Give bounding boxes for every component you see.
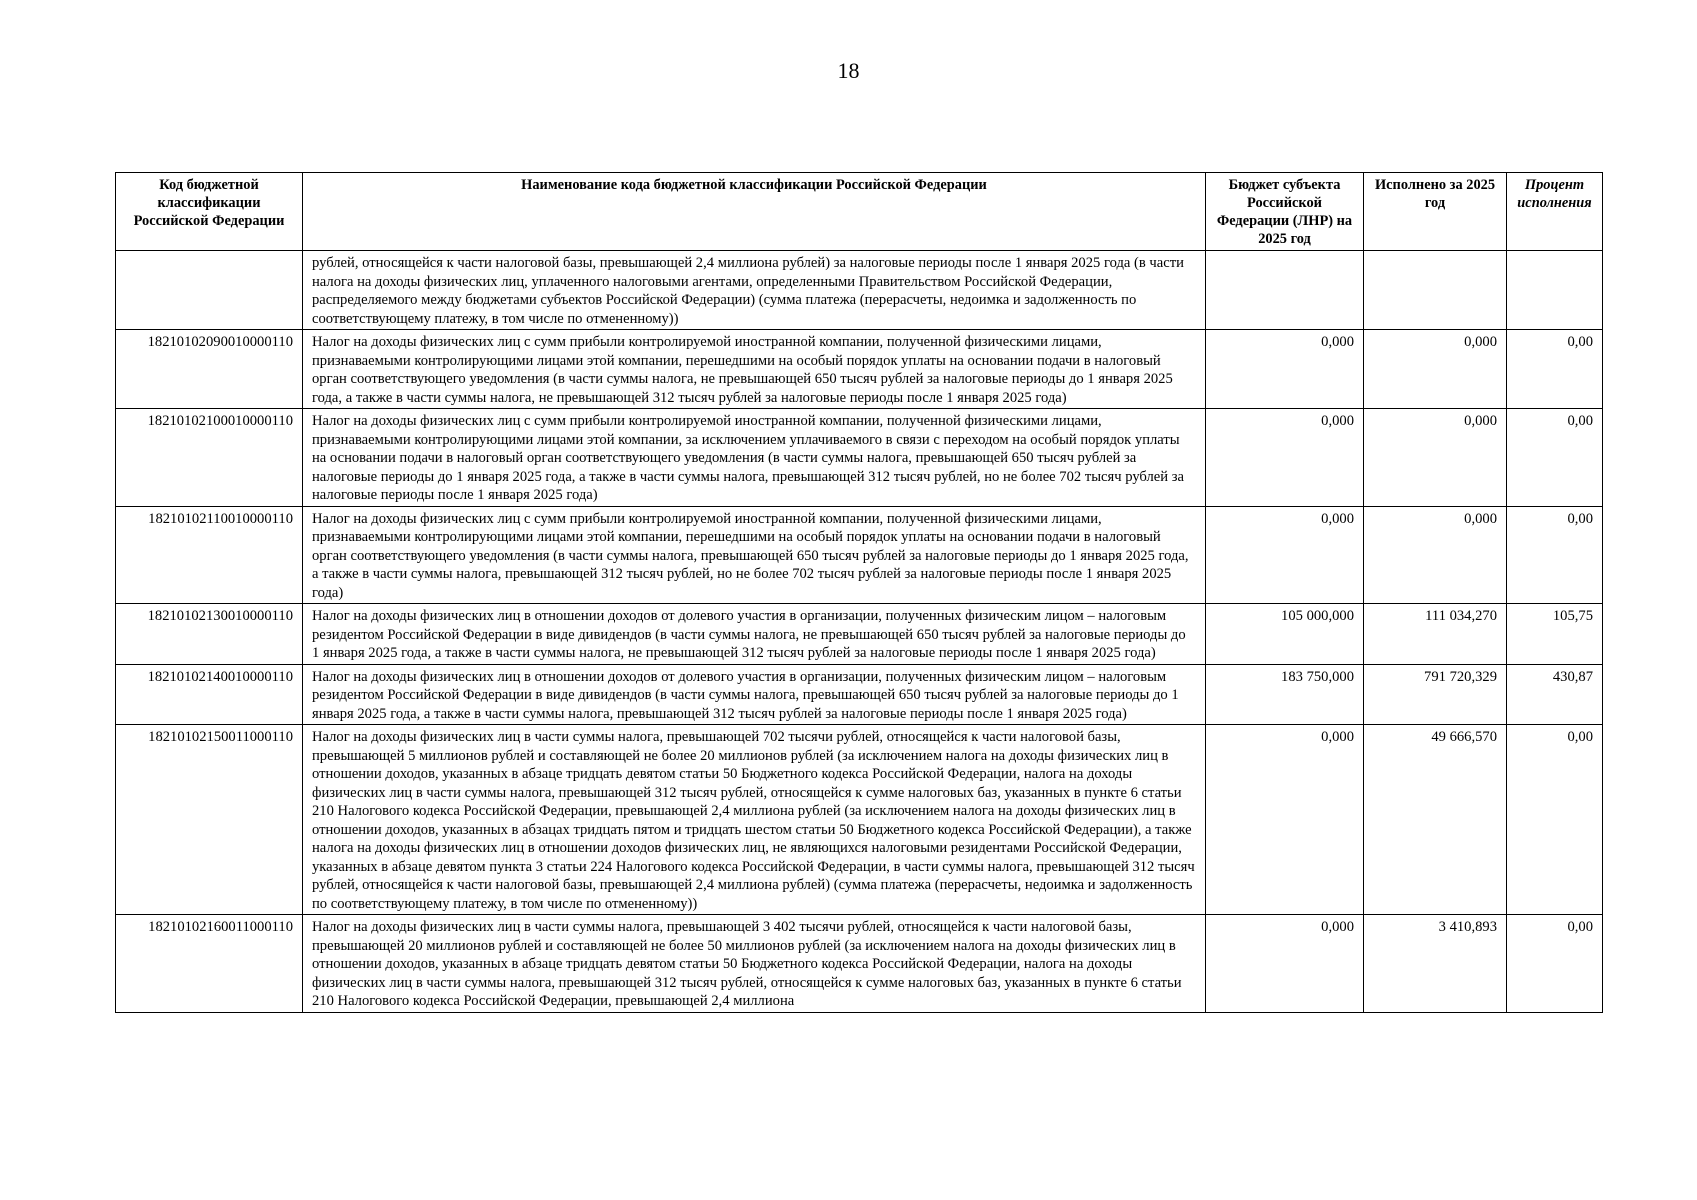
table-row <box>116 330 1603 409</box>
cell-code: 18210102100010000110 <box>116 409 303 507</box>
cell-name: Налог на доходы физических лиц в части суммы налога, превышающей 3 402 тысячи рублей, относящейся к части налоговой базы, превышающей 20 миллионов рублей и составляющей не более 50 миллионов рублей (за исключением налога на доходы физических лиц в отношении доходов, указанных в абзаце тридцать девятом статьи 50 Бюджетного кодекса Российской Федерации, налога на доходы физических лиц в части суммы налога, превышающей 312 тысяч рублей, относящейся к сумме налоговых баз, указанных в пункте 6 статьи 210 Налогового кодекса Российской Федерации, превышающей 2,4 миллиона <box>303 915 1206 1013</box>
cell-code: 18210102130010000110 <box>116 604 303 665</box>
cell-percent: 0,00 <box>1507 915 1603 1013</box>
cell-percent: 430,87 <box>1507 664 1603 725</box>
cell-name: Налог на доходы физических лиц с сумм прибыли контролируемой иностранной компании, полученной физическими лицами, признаваемыми контролирующими лицами этой компании, перешедшими на особый порядок уплаты на основании подачи в налоговый орган соответствующего уведомления (в части суммы налога, не превышающей 650 тысяч рублей за налоговые периоды до 1 января 2025 года, а также в части суммы налога, не превышающей 312 тысяч рублей за налоговые периоды после 1 января 2025 года) <box>303 330 1206 409</box>
cell-budget: 183 750,000 <box>1206 664 1364 725</box>
table-row <box>116 251 1603 330</box>
cell-code: 18210102160011000110 <box>116 915 303 1013</box>
cell-code: 18210102140010000110 <box>116 664 303 725</box>
header-budget: Бюджет субъекта Российской Федерации (ЛНР) на 2025 год <box>1206 173 1364 251</box>
cell-code: 18210102110010000110 <box>116 506 303 604</box>
cell-percent: 0,00 <box>1507 725 1603 915</box>
cell-executed: 0,000 <box>1364 330 1507 409</box>
header-percent: Процент исполнения <box>1507 173 1603 251</box>
cell-percent: 0,00 <box>1507 506 1603 604</box>
cell-code: 18210102090010000110 <box>116 330 303 409</box>
cell-executed: 791 720,329 <box>1364 664 1507 725</box>
table-row <box>116 604 1603 665</box>
cell-name: Налог на доходы физических лиц в отношении доходов от долевого участия в организации, полученных физическим лицом – налоговым резидентом Российской Федерации в виде дивидендов (в части суммы налога, превышающей 650 тысяч рублей за налоговые периоды до 1 января 2025 года, а также в части суммы налога, превышающей 312 тысяч рублей за налоговые периоды после 1 января 2025 года) <box>303 664 1206 725</box>
cell-budget: 0,000 <box>1206 915 1364 1013</box>
header-code: Код бюджетной классификации Российской Федерации <box>116 173 303 251</box>
cell-percent: 105,75 <box>1507 604 1603 665</box>
cell-name: Налог на доходы физических лиц с сумм прибыли контролируемой иностранной компании, полученной физическими лицами, признаваемыми контролирующими лицами этой компании, перешедшими на особый порядок уплаты на основании подачи в налоговый орган соответствующего уведомления (в части суммы налога, превышающей 650 тысяч рублей за налоговые периоды до 1 января 2025 года, а также в части суммы налога, превышающей 312 тысяч рублей, но не более 702 тысяч рублей за налоговые периоды после 1 января 2025 года) <box>303 506 1206 604</box>
cell-budget: 0,000 <box>1206 409 1364 507</box>
page-number: 18 <box>837 58 860 83</box>
budget-classification-table <box>115 172 1603 1013</box>
cell-budget <box>1206 251 1364 330</box>
table-row <box>116 664 1603 725</box>
cell-executed: 49 666,570 <box>1364 725 1507 915</box>
header-name: Наименование кода бюджетной классификации Российской Федерации <box>303 173 1206 251</box>
cell-budget: 0,000 <box>1206 725 1364 915</box>
table-row <box>116 409 1603 507</box>
table-row <box>116 725 1603 915</box>
table-header-row <box>116 173 1603 251</box>
cell-name: Налог на доходы физических лиц с сумм прибыли контролируемой иностранной компании, полученной физическими лицами, признаваемыми контролирующими лицами этой компании, за исключением уплачиваемого в связи с переходом на особый порядок уплаты на основании подачи в налоговый орган соответствующего уведомления (в части суммы налога, превышающей 650 тысяч рублей за налоговые периоды до 1 января 2025 года, а также в части суммы налога, превышающей 312 тысяч рублей, но не более 702 тысяч рублей за налоговые периоды после 1 января 2025 года) <box>303 409 1206 507</box>
cell-code <box>116 251 303 330</box>
cell-name: рублей, относящейся к части налоговой базы, превышающей 2,4 миллиона рублей) за налоговые периоды после 1 января 2025 года (в части налога на доходы физических лиц, уплаченного налоговыми агентами, определенными Правительством Российской Федерации, распределяемого между бюджетами субъектов Российской Федерации) (сумма платежа (перерасчеты, недоимка и задолженность по соответствующему платежу, в том числе по отмененному)) <box>303 251 1206 330</box>
table-row <box>116 915 1603 1013</box>
cell-percent: 0,00 <box>1507 330 1603 409</box>
cell-executed <box>1364 251 1507 330</box>
cell-name: Налог на доходы физических лиц в части суммы налога, превышающей 702 тысячи рублей, относящейся к части налоговой базы, превышающей 5 миллионов рублей и составляющей не более 20 миллионов рублей (за исключением налога на доходы физических лиц в отношении доходов, указанных в абзаце тридцать девятом статьи 50 Бюджетного кодекса Российской Федерации, налога на доходы физических лиц в части суммы налога, превышающей 312 тысяч рублей, относящейся к сумме налоговых баз, указанных в пункте 6 статьи 210 Налогового кодекса Российской Федерации, превышающей 2,4 миллиона рублей (за исключением налога на доходы физических лиц в отношении доходов, указанных в абзацах тридцать пятом и тридцать шестом статьи 50 Бюджетного кодекса Российской Федерации), а также налога на доходы физических лиц в отношении доходов физических лиц, не являющихся налоговыми резидентами Российской Федерации, указанных в абзаце девятом пункта 3 статьи 224 Налогового кодекса Российской Федерации, в части суммы налога, превышающей 312 тысяч рублей, относящейся к части налоговой базы, превышающей 2,4 миллиона рублей) (сумма платежа (перерасчеты, недоимка и задолженность по соответствующему платежу, в том числе по отмененному)) <box>303 725 1206 915</box>
cell-executed: 3 410,893 <box>1364 915 1507 1013</box>
header-executed: Исполнено за 2025 год <box>1364 173 1507 251</box>
cell-budget: 0,000 <box>1206 330 1364 409</box>
cell-budget: 105 000,000 <box>1206 604 1364 665</box>
table-row <box>116 506 1603 604</box>
cell-executed: 111 034,270 <box>1364 604 1507 665</box>
cell-percent: 0,00 <box>1507 409 1603 507</box>
cell-budget: 0,000 <box>1206 506 1364 604</box>
cell-name: Налог на доходы физических лиц в отношении доходов от долевого участия в организации, полученных физическим лицом – налоговым резидентом Российской Федерации в виде дивидендов (в части суммы налога, не превышающей 650 тысяч рублей за налоговые периоды до 1 января 2025 года, а также в части суммы налога, не превышающей 312 тысяч рублей за налоговые периоды после 1 января 2025 года) <box>303 604 1206 665</box>
cell-executed: 0,000 <box>1364 506 1507 604</box>
cell-percent <box>1507 251 1603 330</box>
cell-executed: 0,000 <box>1364 409 1507 507</box>
cell-code: 18210102150011000110 <box>116 725 303 915</box>
